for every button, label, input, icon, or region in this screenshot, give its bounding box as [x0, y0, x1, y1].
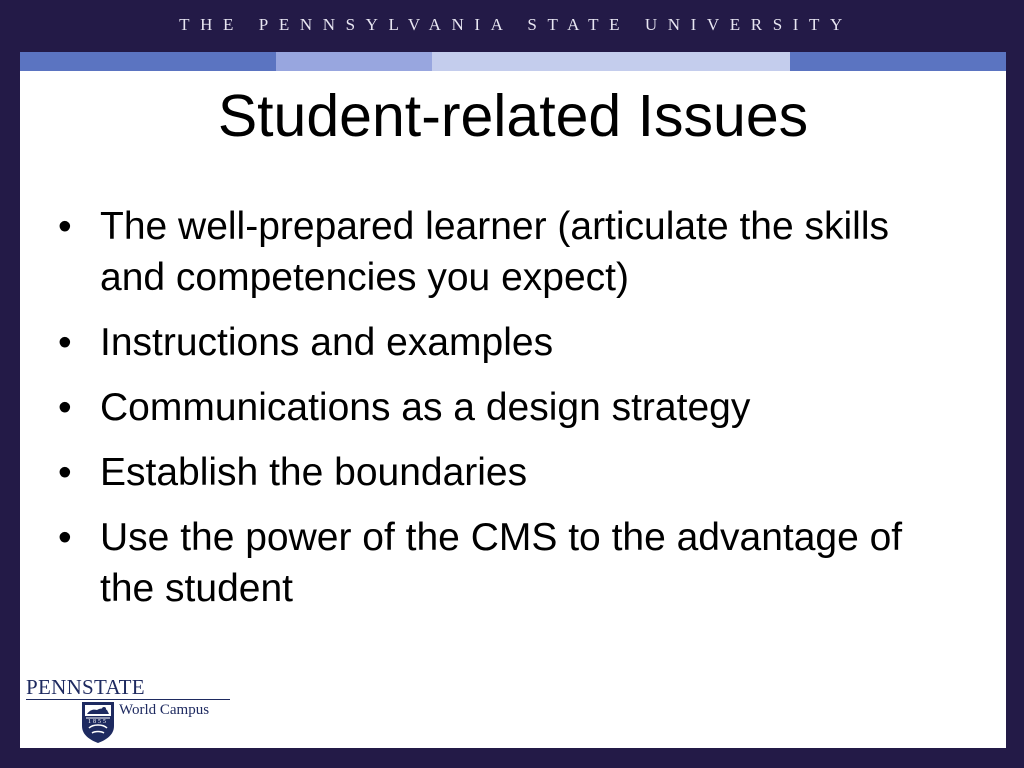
bullet-dot: • — [58, 321, 72, 364]
slide-title: Student-related Issues — [217, 83, 809, 149]
logo-divider — [26, 699, 230, 700]
bullet-dot: • — [58, 386, 72, 429]
bullet-list — [56, 201, 946, 628]
bullet-item — [56, 382, 946, 433]
accent-stripe-dark-left — [20, 52, 276, 71]
bullet-item — [56, 201, 946, 303]
university-header-banner — [0, 0, 1024, 50]
accent-stripe-mid — [276, 52, 432, 71]
bullet-item — [56, 512, 946, 614]
bullet-dot: • — [58, 205, 72, 248]
bullet-item — [56, 317, 946, 368]
bullet-text: The well-prepared learner (articulate the skills and competencies you expect) — [100, 205, 890, 299]
bullet-text: Communications as a design strategy — [100, 386, 751, 429]
pennstate-wordmark: PENNSTATE — [26, 675, 145, 699]
bullet-dot: • — [58, 451, 72, 494]
bullet-text: Instructions and examples — [100, 321, 554, 364]
accent-stripe-dark-right — [790, 52, 1006, 71]
slide-content-area — [20, 71, 1006, 748]
bullet-item — [56, 447, 946, 498]
founding-year: 1855 — [88, 719, 108, 725]
pennstate-world-campus-logo — [26, 675, 236, 745]
world-campus-label: World Campus — [119, 702, 210, 718]
accent-stripe-light — [432, 52, 790, 71]
bullet-text: Establish the boundaries — [100, 451, 528, 494]
bullet-dot: • — [58, 516, 72, 559]
nittany-lion-shield-icon — [80, 700, 116, 744]
bullet-text: Use the power of the CMS to the advantage of the student — [100, 516, 903, 610]
university-name: THE PENNSYLVANIA STATE UNIVERSITY — [179, 15, 853, 34]
